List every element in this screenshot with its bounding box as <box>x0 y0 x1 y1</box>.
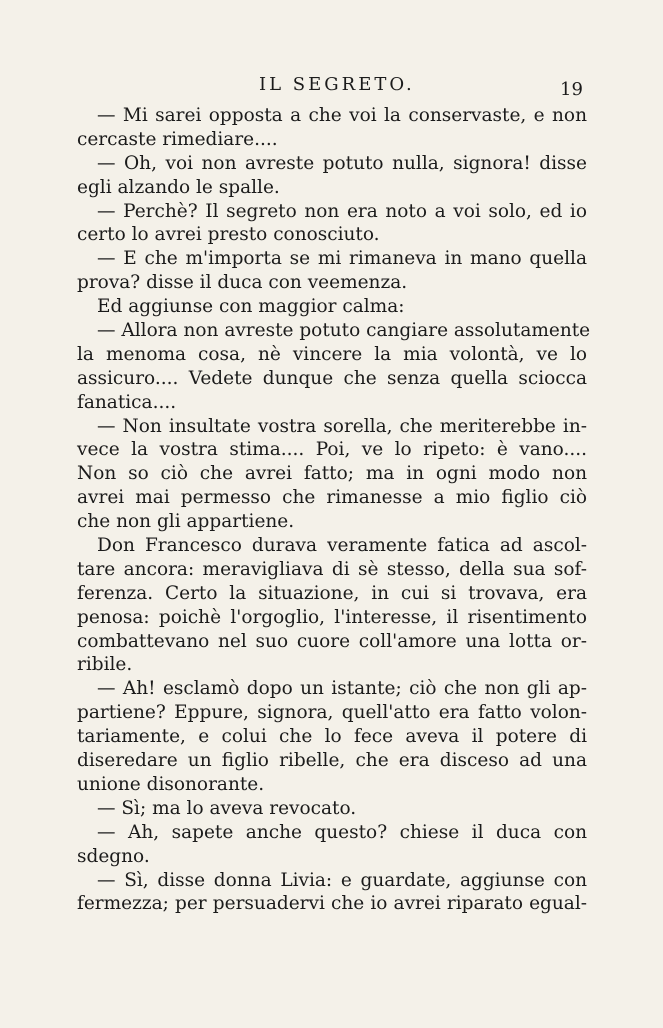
running-title: IL SEGRETO. <box>259 74 415 95</box>
text-line: — Perchè? Il segreto non era noto a voi solo, ed io <box>97 200 587 222</box>
text-line: sdegno. <box>77 845 150 867</box>
text-line: — Sì, disse donna Livia: e guardate, aggiunse con <box>97 869 587 891</box>
text-line: — E che m'importa se mi rimaneva in mano quella <box>97 248 587 270</box>
text-line: ribile. <box>77 654 133 676</box>
text-line: partiene? Eppure, signora, quell'atto era fatto volon- <box>77 702 587 724</box>
page-number: 19 <box>560 79 583 100</box>
text-line: — Allora non avreste potuto cangiare assolutamente <box>97 320 591 342</box>
page-header <box>0 74 663 102</box>
text-line: cercaste rimediare.... <box>77 128 278 150</box>
text-line: Non so ciò che avrei fatto; ma in ogni modo non <box>77 463 587 485</box>
text-line: certo lo avrei presto conosciuto. <box>77 224 380 246</box>
text-line: unione disonorante. <box>77 773 265 795</box>
text-line: prova? disse il duca con veemenza. <box>77 272 408 294</box>
text-line: tare ancora: meravigliava di sè stesso, della sua sof- <box>77 558 587 580</box>
text-line: combattevano nel suo cuore coll'amore una lotta or- <box>77 630 587 652</box>
text-line: la menoma cosa, nè vincere la mia volontà, ve lo <box>77 343 587 365</box>
text-line: fermezza; per persuadervi che io avrei riparato egual- <box>77 893 587 915</box>
text-line: Don Francesco durava veramente fatica ad ascol- <box>97 535 587 557</box>
text-line: Ed aggiunse con maggior calma: <box>97 296 405 318</box>
body-text <box>77 104 591 916</box>
text-line: — Non insultate vostra sorella, che meriterebbe in- <box>97 415 587 437</box>
text-line: — Ah! esclamò dopo un istante; ciò che non gli ap- <box>97 678 587 700</box>
text-line: che non gli appartiene. <box>77 511 295 533</box>
text-line: ferenza. Certo la situazione, in cui si trovava, era <box>77 582 587 604</box>
text-line: egli alzando le spalle. <box>77 176 280 198</box>
text-line: diseredare un figlio ribelle, che era disceso ad una <box>77 750 587 772</box>
text-line: assicuro.... Vedete dunque che senza quella sciocca <box>77 367 587 389</box>
text-line: — Sì; ma lo aveva revocato. <box>97 797 357 819</box>
text-line: — Mi sarei opposta a che voi la conservaste, e non <box>97 105 587 126</box>
text-line: tariamente, e colui che lo fece aveva il potere di <box>77 726 587 748</box>
text-line: — Ah, sapete anche questo? chiese il duca con <box>97 821 587 843</box>
text-line: vece la vostra stima.... Poi, ve lo ripeto: è vano.... <box>77 439 587 461</box>
text-line: — Oh, voi non avreste potuto nulla, signora! disse <box>97 152 587 174</box>
text-line: fanatica.... <box>77 391 177 413</box>
text-line: penosa: poichè l'orgoglio, l'interesse, il risentimento <box>77 606 587 628</box>
text-line: avrei mai permesso che rimanesse a mio figlio ciò <box>77 487 587 509</box>
